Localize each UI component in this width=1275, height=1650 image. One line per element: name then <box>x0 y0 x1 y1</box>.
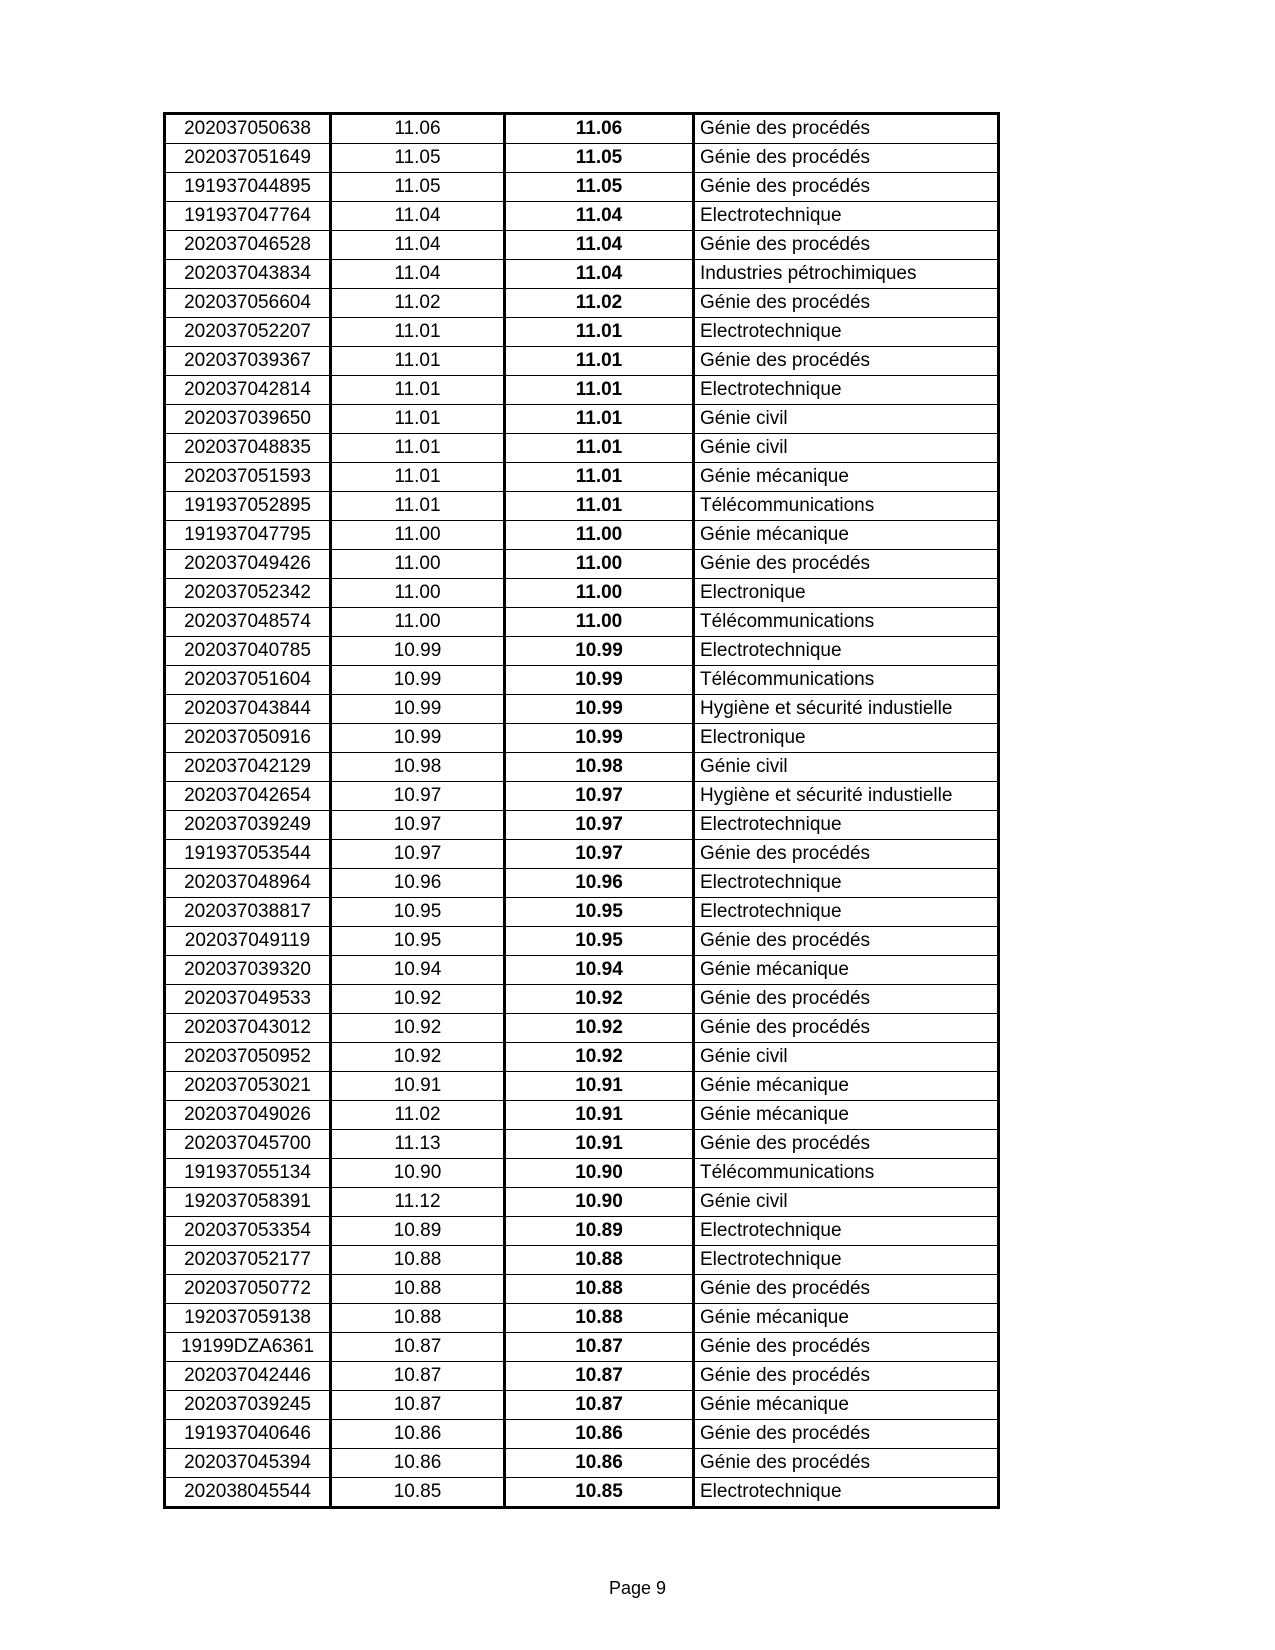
final-average-cell: 10.90 <box>505 1159 694 1188</box>
table-row <box>165 405 999 434</box>
student-id-cell: 192037058391 <box>165 1188 331 1217</box>
average-cell: 10.96 <box>331 869 505 898</box>
specialty-cell: Génie des procédés <box>694 1130 999 1159</box>
average-cell: 11.05 <box>331 173 505 202</box>
average-cell: 11.01 <box>331 492 505 521</box>
table-row <box>165 956 999 985</box>
final-average-cell: 10.85 <box>505 1478 694 1508</box>
average-cell: 10.92 <box>331 1043 505 1072</box>
specialty-cell: Télécommunications <box>694 492 999 521</box>
final-average-cell: 11.00 <box>505 608 694 637</box>
average-cell: 10.87 <box>331 1391 505 1420</box>
table-row <box>165 695 999 724</box>
average-cell: 11.01 <box>331 463 505 492</box>
specialty-cell: Génie civil <box>694 434 999 463</box>
table-row <box>165 1275 999 1304</box>
final-average-cell: 10.92 <box>505 985 694 1014</box>
specialty-cell: Electrotechnique <box>694 1246 999 1275</box>
specialty-cell: Electronique <box>694 724 999 753</box>
final-average-cell: 10.97 <box>505 811 694 840</box>
table-row <box>165 811 999 840</box>
final-average-cell: 11.00 <box>505 579 694 608</box>
student-id-cell: 202037052177 <box>165 1246 331 1275</box>
average-cell: 10.97 <box>331 840 505 869</box>
specialty-cell: Génie des procédés <box>694 289 999 318</box>
specialty-cell: Génie mécanique <box>694 521 999 550</box>
specialty-cell: Electrotechnique <box>694 318 999 347</box>
student-id-cell: 202037043834 <box>165 260 331 289</box>
specialty-cell: Electrotechnique <box>694 376 999 405</box>
specialty-cell: Industries pétrochimiques <box>694 260 999 289</box>
table-row <box>165 376 999 405</box>
specialty-cell: Electrotechnique <box>694 898 999 927</box>
specialty-cell: Génie des procédés <box>694 1275 999 1304</box>
student-id-cell: 202037050952 <box>165 1043 331 1072</box>
final-average-cell: 10.89 <box>505 1217 694 1246</box>
final-average-cell: 10.99 <box>505 724 694 753</box>
table-row <box>165 1072 999 1101</box>
student-id-cell: 202037040785 <box>165 637 331 666</box>
student-id-cell: 192037059138 <box>165 1304 331 1333</box>
final-average-cell: 10.99 <box>505 637 694 666</box>
table-row <box>165 1420 999 1449</box>
table-row <box>165 1159 999 1188</box>
table-row <box>165 608 999 637</box>
final-average-cell: 11.01 <box>505 463 694 492</box>
student-id-cell: 202037038817 <box>165 898 331 927</box>
table-row <box>165 289 999 318</box>
student-id-cell: 202037051593 <box>165 463 331 492</box>
final-average-cell: 10.86 <box>505 1449 694 1478</box>
final-average-cell: 10.96 <box>505 869 694 898</box>
final-average-cell: 11.02 <box>505 289 694 318</box>
specialty-cell: Electrotechnique <box>694 637 999 666</box>
average-cell: 10.86 <box>331 1449 505 1478</box>
final-average-cell: 10.88 <box>505 1304 694 1333</box>
specialty-cell: Génie des procédés <box>694 927 999 956</box>
average-cell: 11.00 <box>331 521 505 550</box>
student-id-cell: 202037046528 <box>165 231 331 260</box>
student-id-cell: 202037050916 <box>165 724 331 753</box>
average-cell: 10.88 <box>331 1304 505 1333</box>
student-id-cell: 191937055134 <box>165 1159 331 1188</box>
results-table <box>163 112 1000 1509</box>
table-row <box>165 463 999 492</box>
table-row <box>165 985 999 1014</box>
table-row <box>165 753 999 782</box>
average-cell: 10.99 <box>331 637 505 666</box>
table-row <box>165 1391 999 1420</box>
average-cell: 10.98 <box>331 753 505 782</box>
student-id-cell: 191937047795 <box>165 521 331 550</box>
specialty-cell: Génie civil <box>694 1188 999 1217</box>
student-id-cell: 202037049026 <box>165 1101 331 1130</box>
student-id-cell: 202037042654 <box>165 782 331 811</box>
table-row <box>165 202 999 231</box>
final-average-cell: 10.87 <box>505 1333 694 1362</box>
specialty-cell: Génie des procédés <box>694 114 999 144</box>
final-average-cell: 10.99 <box>505 666 694 695</box>
average-cell: 11.01 <box>331 405 505 434</box>
specialty-cell: Génie mécanique <box>694 956 999 985</box>
table-row <box>165 231 999 260</box>
specialty-cell: Electrotechnique <box>694 811 999 840</box>
table-row <box>165 1449 999 1478</box>
table-row <box>165 1333 999 1362</box>
student-id-cell: 202037039320 <box>165 956 331 985</box>
final-average-cell: 11.01 <box>505 434 694 463</box>
student-id-cell: 202037050772 <box>165 1275 331 1304</box>
student-id-cell: 202037052207 <box>165 318 331 347</box>
student-id-cell: 202037053021 <box>165 1072 331 1101</box>
final-average-cell: 10.99 <box>505 695 694 724</box>
average-cell: 10.91 <box>331 1072 505 1101</box>
average-cell: 10.92 <box>331 1014 505 1043</box>
specialty-cell: Génie des procédés <box>694 1420 999 1449</box>
final-average-cell: 10.98 <box>505 753 694 782</box>
table-row <box>165 1043 999 1072</box>
average-cell: 11.00 <box>331 608 505 637</box>
table-row <box>165 782 999 811</box>
student-id-cell: 202038045544 <box>165 1478 331 1508</box>
specialty-cell: Hygiène et sécurité industielle <box>694 695 999 724</box>
average-cell: 10.87 <box>331 1362 505 1391</box>
average-cell: 10.85 <box>331 1478 505 1508</box>
average-cell: 11.02 <box>331 289 505 318</box>
specialty-cell: Génie civil <box>694 753 999 782</box>
student-id-cell: 202037043844 <box>165 695 331 724</box>
final-average-cell: 11.01 <box>505 405 694 434</box>
table-row <box>165 637 999 666</box>
final-average-cell: 11.04 <box>505 260 694 289</box>
final-average-cell: 10.87 <box>505 1362 694 1391</box>
specialty-cell: Génie civil <box>694 1043 999 1072</box>
student-id-cell: 202037048835 <box>165 434 331 463</box>
specialty-cell: Génie mécanique <box>694 1304 999 1333</box>
student-id-cell: 202037039249 <box>165 811 331 840</box>
final-average-cell: 11.01 <box>505 318 694 347</box>
specialty-cell: Génie des procédés <box>694 173 999 202</box>
specialty-cell: Electrotechnique <box>694 1478 999 1508</box>
table-row <box>165 666 999 695</box>
average-cell: 11.00 <box>331 550 505 579</box>
table-row <box>165 434 999 463</box>
average-cell: 11.12 <box>331 1188 505 1217</box>
average-cell: 10.95 <box>331 927 505 956</box>
page-number: Page 9 <box>608 1578 667 1598</box>
average-cell: 10.88 <box>331 1246 505 1275</box>
table-row <box>165 1130 999 1159</box>
student-id-cell: 202037042814 <box>165 376 331 405</box>
specialty-cell: Electrotechnique <box>694 202 999 231</box>
final-average-cell: 11.04 <box>505 202 694 231</box>
specialty-cell: Télécommunications <box>694 608 999 637</box>
specialty-cell: Génie mécanique <box>694 463 999 492</box>
specialty-cell: Génie des procédés <box>694 1449 999 1478</box>
table-row <box>165 318 999 347</box>
student-id-cell: 202037048574 <box>165 608 331 637</box>
table-row <box>165 898 999 927</box>
average-cell: 10.90 <box>331 1159 505 1188</box>
final-average-cell: 10.88 <box>505 1246 694 1275</box>
student-id-cell: 191937053544 <box>165 840 331 869</box>
table-row <box>165 492 999 521</box>
average-cell: 11.02 <box>331 1101 505 1130</box>
final-average-cell: 10.91 <box>505 1072 694 1101</box>
final-average-cell: 10.90 <box>505 1188 694 1217</box>
average-cell: 10.88 <box>331 1275 505 1304</box>
table-row <box>165 869 999 898</box>
table-row <box>165 927 999 956</box>
final-average-cell: 11.00 <box>505 550 694 579</box>
final-average-cell: 10.92 <box>505 1014 694 1043</box>
final-average-cell: 11.01 <box>505 376 694 405</box>
specialty-cell: Electronique <box>694 579 999 608</box>
average-cell: 10.99 <box>331 695 505 724</box>
average-cell: 10.99 <box>331 666 505 695</box>
student-id-cell: 202037049426 <box>165 550 331 579</box>
table-row <box>165 1101 999 1130</box>
student-id-cell: 191937044895 <box>165 173 331 202</box>
table-row <box>165 724 999 753</box>
table-row <box>165 1188 999 1217</box>
table-row <box>165 1362 999 1391</box>
specialty-cell: Hygiène et sécurité industielle <box>694 782 999 811</box>
student-id-cell: 202037039245 <box>165 1391 331 1420</box>
average-cell: 10.97 <box>331 782 505 811</box>
average-cell: 10.94 <box>331 956 505 985</box>
average-cell: 11.01 <box>331 376 505 405</box>
specialty-cell: Electrotechnique <box>694 869 999 898</box>
final-average-cell: 10.91 <box>505 1130 694 1159</box>
student-id-cell: 202037042129 <box>165 753 331 782</box>
final-average-cell: 11.00 <box>505 521 694 550</box>
final-average-cell: 11.01 <box>505 347 694 376</box>
student-id-cell: 19199DZA6361 <box>165 1333 331 1362</box>
final-average-cell: 10.86 <box>505 1420 694 1449</box>
student-id-cell: 202037043012 <box>165 1014 331 1043</box>
table-row <box>165 347 999 376</box>
student-id-cell: 202037045700 <box>165 1130 331 1159</box>
specialty-cell: Génie des procédés <box>694 1333 999 1362</box>
final-average-cell: 10.87 <box>505 1391 694 1420</box>
student-id-cell: 202037049119 <box>165 927 331 956</box>
average-cell: 10.95 <box>331 898 505 927</box>
specialty-cell: Télécommunications <box>694 666 999 695</box>
final-average-cell: 10.91 <box>505 1101 694 1130</box>
student-id-cell: 202037053354 <box>165 1217 331 1246</box>
specialty-cell: Génie des procédés <box>694 550 999 579</box>
specialty-cell: Génie des procédés <box>694 1362 999 1391</box>
specialty-cell: Génie des procédés <box>694 144 999 173</box>
student-id-cell: 202037039367 <box>165 347 331 376</box>
student-id-cell: 202037039650 <box>165 405 331 434</box>
average-cell: 11.06 <box>331 114 505 144</box>
average-cell: 11.01 <box>331 347 505 376</box>
student-id-cell: 202037052342 <box>165 579 331 608</box>
student-id-cell: 202037051649 <box>165 144 331 173</box>
average-cell: 11.13 <box>331 1130 505 1159</box>
table-row <box>165 114 999 144</box>
final-average-cell: 11.04 <box>505 231 694 260</box>
specialty-cell: Génie des procédés <box>694 985 999 1014</box>
average-cell: 11.01 <box>331 434 505 463</box>
average-cell: 10.87 <box>331 1333 505 1362</box>
specialty-cell: Génie des procédés <box>694 231 999 260</box>
student-id-cell: 202037048964 <box>165 869 331 898</box>
final-average-cell: 10.97 <box>505 840 694 869</box>
average-cell: 10.86 <box>331 1420 505 1449</box>
table-row <box>165 579 999 608</box>
final-average-cell: 10.95 <box>505 898 694 927</box>
table-row <box>165 521 999 550</box>
average-cell: 11.00 <box>331 579 505 608</box>
specialty-cell: Télécommunications <box>694 1159 999 1188</box>
table-row <box>165 1217 999 1246</box>
average-cell: 11.04 <box>331 260 505 289</box>
final-average-cell: 10.92 <box>505 1043 694 1072</box>
average-cell: 10.89 <box>331 1217 505 1246</box>
final-average-cell: 10.94 <box>505 956 694 985</box>
average-cell: 11.05 <box>331 144 505 173</box>
average-cell: 11.01 <box>331 318 505 347</box>
average-cell: 10.97 <box>331 811 505 840</box>
average-cell: 10.99 <box>331 724 505 753</box>
specialty-cell: Génie mécanique <box>694 1391 999 1420</box>
average-cell: 11.04 <box>331 231 505 260</box>
final-average-cell: 11.05 <box>505 173 694 202</box>
average-cell: 11.04 <box>331 202 505 231</box>
table-row <box>165 173 999 202</box>
student-id-cell: 191937047764 <box>165 202 331 231</box>
final-average-cell: 11.06 <box>505 114 694 144</box>
specialty-cell: Génie mécanique <box>694 1072 999 1101</box>
table-row <box>165 260 999 289</box>
table-row <box>165 840 999 869</box>
student-id-cell: 202037051604 <box>165 666 331 695</box>
table-row <box>165 144 999 173</box>
final-average-cell: 11.05 <box>505 144 694 173</box>
table-row <box>165 550 999 579</box>
final-average-cell: 10.88 <box>505 1275 694 1304</box>
specialty-cell: Génie des procédés <box>694 840 999 869</box>
final-average-cell: 11.01 <box>505 492 694 521</box>
table-row <box>165 1246 999 1275</box>
student-id-cell: 191937040646 <box>165 1420 331 1449</box>
student-id-cell: 202037050638 <box>165 114 331 144</box>
final-average-cell: 10.97 <box>505 782 694 811</box>
student-id-cell: 202037049533 <box>165 985 331 1014</box>
specialty-cell: Génie des procédés <box>694 347 999 376</box>
specialty-cell: Electrotechnique <box>694 1217 999 1246</box>
student-id-cell: 202037045394 <box>165 1449 331 1478</box>
specialty-cell: Génie civil <box>694 405 999 434</box>
average-cell: 10.92 <box>331 985 505 1014</box>
student-id-cell: 202037042446 <box>165 1362 331 1391</box>
specialty-cell: Génie des procédés <box>694 1014 999 1043</box>
table-row <box>165 1014 999 1043</box>
results-table-body <box>165 114 999 1508</box>
table-row <box>165 1304 999 1333</box>
student-id-cell: 202037056604 <box>165 289 331 318</box>
student-id-cell: 191937052895 <box>165 492 331 521</box>
specialty-cell: Génie mécanique <box>694 1101 999 1130</box>
final-average-cell: 10.95 <box>505 927 694 956</box>
table-row <box>165 1478 999 1508</box>
